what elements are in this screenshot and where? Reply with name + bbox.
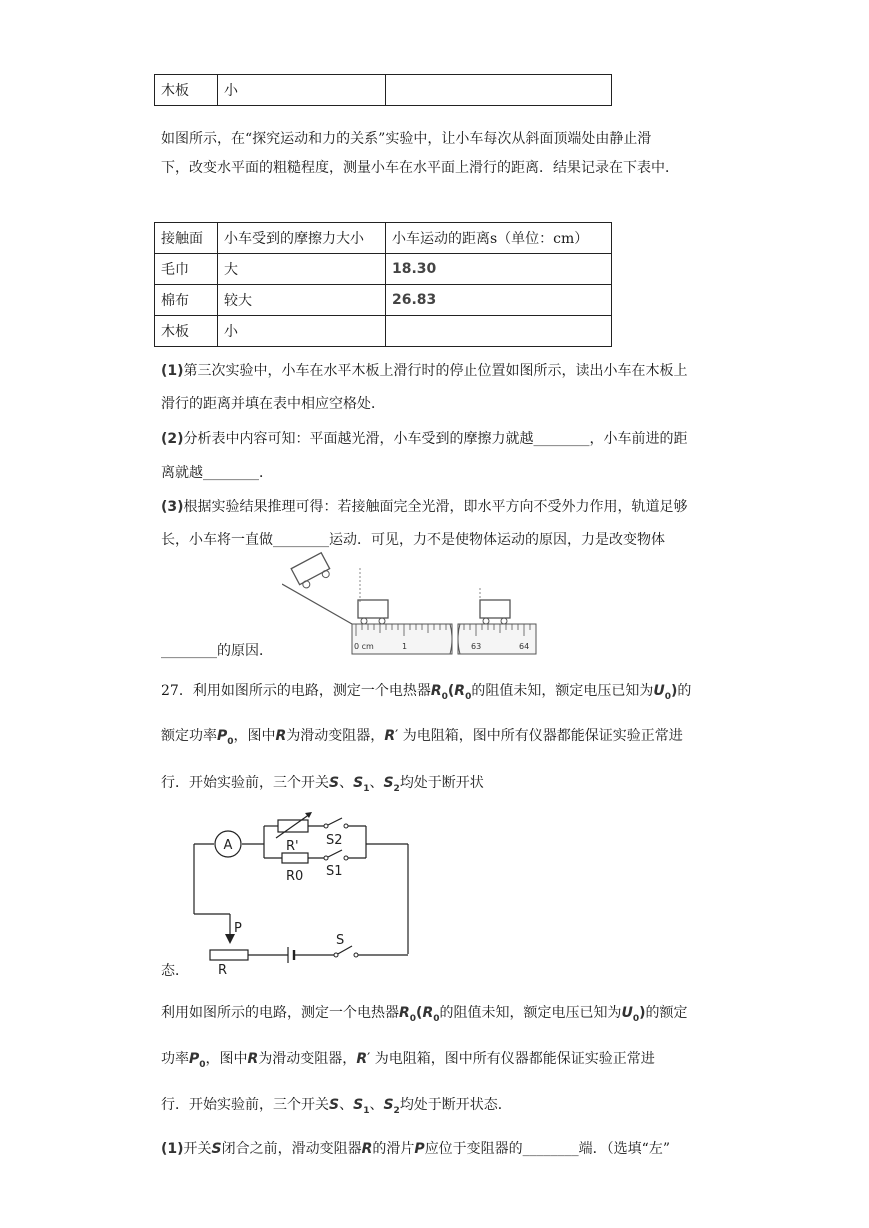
text-run: 行．开始实验前，三个开关 bbox=[161, 1097, 329, 1113]
ramp-incline bbox=[282, 584, 352, 624]
symbol: R bbox=[422, 1005, 434, 1021]
text-run: ，图中 bbox=[205, 1051, 248, 1067]
question-2-line bbox=[161, 428, 688, 448]
symbol: ( bbox=[416, 1005, 423, 1021]
text-run: 利用如图所示的电路，测定一个电热器 bbox=[161, 1005, 399, 1021]
ramp-ruler-figure bbox=[282, 548, 540, 660]
text-run: 的阻值未知，额定电压已知为 bbox=[471, 683, 654, 699]
question-number: (3) bbox=[161, 499, 184, 515]
table-header: 小车运动的距离s（单位：cm） bbox=[386, 223, 612, 254]
repeat-line bbox=[161, 1094, 512, 1116]
table-cell: 小 bbox=[218, 316, 386, 347]
symbol: P bbox=[414, 1141, 425, 1157]
switch-s2-blade bbox=[326, 818, 342, 826]
text-run: 、 bbox=[369, 775, 384, 791]
ruler-label: 1 bbox=[402, 642, 408, 651]
question-number: (1) bbox=[161, 1141, 184, 1157]
symbol-sub: 0 bbox=[433, 1013, 440, 1024]
ruler-label: 64 bbox=[519, 642, 530, 651]
symbol-sub: 0 bbox=[227, 736, 234, 747]
intro-line: 下，改变水平面的粗糙程度，测量小车在水平面上滑行的距离．结果记录在下表中． bbox=[161, 160, 679, 176]
question-27-line bbox=[161, 725, 683, 747]
label-p: P bbox=[234, 921, 242, 936]
table-cell: 小 bbox=[218, 75, 386, 106]
cart-start bbox=[358, 600, 388, 624]
table-header-row bbox=[155, 223, 612, 254]
question-27-line bbox=[161, 680, 691, 702]
symbol: R bbox=[275, 728, 287, 744]
symbol: S bbox=[329, 1097, 340, 1113]
symbol: ) bbox=[639, 1005, 646, 1021]
symbol: R bbox=[247, 1051, 259, 1067]
symbol: R bbox=[430, 683, 442, 699]
symbol: U bbox=[653, 683, 665, 699]
table-cell: 26.83 bbox=[386, 285, 612, 316]
text-run: 功率 bbox=[161, 1051, 189, 1067]
cart-stop bbox=[480, 600, 510, 624]
symbol: P bbox=[189, 1051, 200, 1067]
text-run: ′ 为电阻箱，图中所有仪器都能保证实验正常进 bbox=[367, 1051, 655, 1067]
circuit-diagram bbox=[186, 808, 414, 980]
repeat-line bbox=[161, 1048, 655, 1070]
table-row bbox=[155, 285, 612, 316]
table-cell: 木板 bbox=[155, 75, 218, 106]
label-r0: R0 bbox=[286, 869, 304, 884]
text-run: 的阻值未知，额定电压已知为 bbox=[439, 1005, 622, 1021]
table-cell bbox=[386, 75, 612, 106]
symbol: R bbox=[384, 728, 396, 744]
intro-line: 如图所示，在“探究运动和力的关系”实验中，让小车每次从斜面顶端处由静止滑 bbox=[161, 131, 652, 147]
text-run: 应位于变阻器的________端．（选填“左” bbox=[424, 1141, 671, 1157]
question-text: 第三次实验中，小车在水平木板上滑行时的停止位置如图所示，读出小车在木板上 bbox=[183, 363, 688, 379]
symbol: ) bbox=[670, 683, 678, 699]
text-run: 均处于断开状 bbox=[399, 775, 484, 791]
text-run: 均处于断开状态． bbox=[399, 1097, 512, 1113]
ruler-label: 63 bbox=[471, 642, 482, 651]
switch-s1-blade bbox=[326, 850, 342, 858]
question-number: (1) bbox=[161, 363, 184, 379]
symbol-sub: 1 bbox=[363, 783, 370, 794]
label-r-prime: R' bbox=[286, 839, 299, 854]
question-1-line: 滑行的距离并填在表中相应空格处． bbox=[161, 396, 385, 412]
symbol: R bbox=[399, 1005, 410, 1021]
symbol: P bbox=[217, 728, 228, 744]
table-header: 接触面 bbox=[155, 223, 218, 254]
text-run: ′ 为电阻箱，图中所有仪器都能保证实验正常进 bbox=[395, 728, 683, 744]
symbol-sub: 2 bbox=[393, 783, 400, 794]
text-run: 、 bbox=[339, 1097, 354, 1113]
text-run: 的滑片 bbox=[372, 1141, 415, 1157]
label-s: S bbox=[336, 933, 345, 948]
symbol: S bbox=[329, 775, 340, 791]
question-3-line: 长，小车将一直做________运动．可见，力不是使物体运动的原因，力是改变物体 bbox=[161, 532, 665, 548]
table-cell bbox=[386, 316, 612, 347]
symbol: S bbox=[353, 775, 364, 791]
rheostat-icon bbox=[210, 950, 248, 960]
text-run: ，图中 bbox=[233, 728, 276, 744]
label-r: R bbox=[218, 963, 228, 978]
symbol: S bbox=[383, 775, 394, 791]
symbol: U bbox=[621, 1005, 633, 1021]
table-cell: 棉布 bbox=[155, 285, 218, 316]
question-2-line: 离就越________． bbox=[161, 465, 273, 481]
symbol: ( bbox=[447, 683, 455, 699]
text-run: 开关 bbox=[183, 1141, 212, 1157]
question-text: 分析表中内容可知：平面越光滑，小车受到的摩擦力就越________，小车前进的距 bbox=[183, 431, 688, 447]
table-header: 小车受到的摩擦力大小 bbox=[218, 223, 386, 254]
ammeter-label: A bbox=[223, 838, 233, 853]
symbol: S bbox=[211, 1141, 222, 1157]
text-run: 闭合之前，滑动变阻器 bbox=[221, 1141, 362, 1157]
ruler-label: 0 cm bbox=[354, 642, 374, 651]
ruler bbox=[352, 624, 536, 654]
table-cell: 毛巾 bbox=[155, 254, 218, 285]
question-text: 根据实验结果推理可得：若接触面完全光滑，即水平方向不受外力作用，轨道足够 bbox=[183, 499, 688, 515]
results-table bbox=[154, 222, 612, 347]
top-table bbox=[154, 74, 612, 106]
table-row bbox=[155, 316, 612, 347]
text-run: 为滑动变阻器， bbox=[286, 728, 385, 744]
question-1-line bbox=[161, 360, 688, 380]
question-27-1-line bbox=[161, 1138, 670, 1158]
text-run: 的 bbox=[677, 683, 692, 699]
symbol: S bbox=[353, 1097, 364, 1113]
question-3-line: ________的原因． bbox=[161, 643, 273, 659]
table-row bbox=[155, 75, 612, 106]
text-run: 行．开始实验前，三个开关 bbox=[161, 775, 329, 791]
text-run: 为滑动变阻器， bbox=[258, 1051, 357, 1067]
question-number: (2) bbox=[161, 431, 184, 447]
text-run: 、 bbox=[339, 775, 354, 791]
table-cell: 18.30 bbox=[386, 254, 612, 285]
symbol-sub: 1 bbox=[363, 1105, 370, 1116]
symbol-sub: 0 bbox=[632, 1013, 640, 1024]
label-s1: S1 bbox=[326, 864, 343, 879]
repeat-line bbox=[161, 1002, 688, 1024]
question-27-line: 态． bbox=[161, 963, 189, 979]
symbol: R bbox=[361, 1141, 373, 1157]
table-cell: 木板 bbox=[155, 316, 218, 347]
text-run: 利用如图所示的电路，测定一个电热器 bbox=[192, 683, 431, 699]
text-run: 的额定 bbox=[645, 1005, 688, 1021]
text-run: 额定功率 bbox=[161, 728, 217, 744]
table-cell: 较大 bbox=[218, 285, 386, 316]
cart-on-ramp bbox=[291, 553, 333, 591]
symbol-sub: 0 bbox=[409, 1013, 417, 1024]
symbol-sub: 0 bbox=[441, 691, 448, 702]
question-3-line bbox=[161, 496, 688, 516]
symbol-sub: 0 bbox=[199, 1059, 206, 1070]
symbol: R bbox=[454, 683, 466, 699]
text-run: 、 bbox=[369, 1097, 384, 1113]
symbol-sub: 2 bbox=[393, 1105, 400, 1116]
resistor-icon bbox=[282, 853, 308, 863]
table-row bbox=[155, 254, 612, 285]
symbol-sub: 0 bbox=[465, 691, 472, 702]
table-cell: 大 bbox=[218, 254, 386, 285]
label-s2: S2 bbox=[326, 833, 343, 848]
symbol: S bbox=[383, 1097, 394, 1113]
symbol: R bbox=[356, 1051, 368, 1067]
question-number: 27． bbox=[161, 683, 193, 699]
question-27-line bbox=[161, 772, 484, 794]
variable-arrow bbox=[276, 814, 310, 838]
symbol-sub: 0 bbox=[664, 691, 671, 702]
